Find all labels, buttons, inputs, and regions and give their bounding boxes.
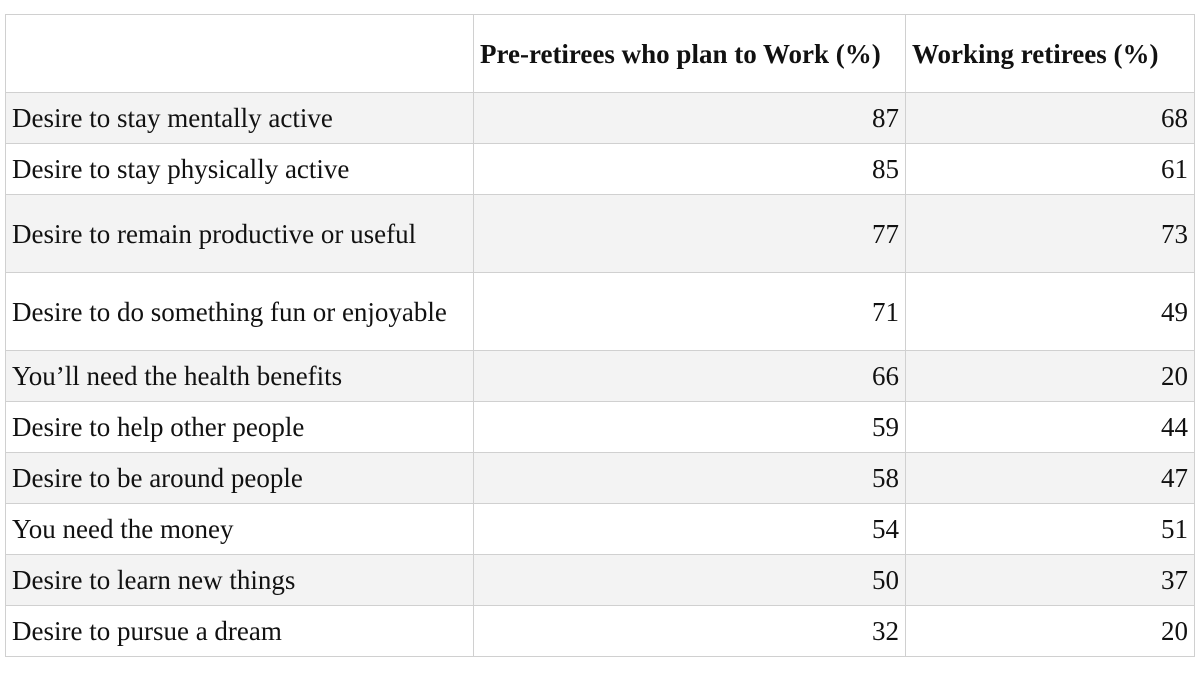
- pre-retirees-value: 58: [474, 453, 906, 504]
- working-retirees-value: 51: [906, 504, 1195, 555]
- row-label: Desire to pursue a dream: [6, 606, 474, 657]
- header-row: [6, 15, 1195, 93]
- table-row: [6, 555, 1195, 606]
- row-label: Desire to stay physically active: [6, 144, 474, 195]
- pre-retirees-value: 59: [474, 402, 906, 453]
- row-label: Desire to do something fun or enjoyable: [6, 273, 474, 351]
- table-row: [6, 402, 1195, 453]
- pre-retirees-value: 85: [474, 144, 906, 195]
- working-retirees-value: 37: [906, 555, 1195, 606]
- working-retirees-value: 44: [906, 402, 1195, 453]
- pre-retirees-value: 77: [474, 195, 906, 273]
- table-row: [6, 273, 1195, 351]
- working-retirees-value: 20: [906, 351, 1195, 402]
- table-row: [6, 453, 1195, 504]
- row-label: Desire to stay mentally active: [6, 93, 474, 144]
- working-retirees-value: 20: [906, 606, 1195, 657]
- pre-retirees-value: 32: [474, 606, 906, 657]
- row-label: Desire to help other people: [6, 402, 474, 453]
- working-retirees-value: 61: [906, 144, 1195, 195]
- row-label: Desire to remain productive or useful: [6, 195, 474, 273]
- pre-retirees-value: 66: [474, 351, 906, 402]
- pre-retirees-value: 71: [474, 273, 906, 351]
- table-row: [6, 504, 1195, 555]
- table-row: [6, 351, 1195, 402]
- table-row: [6, 606, 1195, 657]
- pre-retirees-value: 87: [474, 93, 906, 144]
- table-row: [6, 195, 1195, 273]
- row-label: Desire to be around people: [6, 453, 474, 504]
- working-retirees-value: 73: [906, 195, 1195, 273]
- header-cell-blank: [6, 15, 474, 93]
- table-row: [6, 93, 1195, 144]
- row-label: Desire to learn new things: [6, 555, 474, 606]
- reasons-table: [5, 14, 1195, 657]
- pre-retirees-value: 54: [474, 504, 906, 555]
- table-row: [6, 144, 1195, 195]
- working-retirees-value: 49: [906, 273, 1195, 351]
- working-retirees-value: 68: [906, 93, 1195, 144]
- working-retirees-value: 47: [906, 453, 1195, 504]
- row-label: You’ll need the health benefits: [6, 351, 474, 402]
- pre-retirees-value: 50: [474, 555, 906, 606]
- header-cell-pre-retirees: Pre-retirees who plan to Work (%): [474, 15, 906, 93]
- row-label: You need the money: [6, 504, 474, 555]
- header-cell-working-retirees: Working retirees (%): [906, 15, 1195, 93]
